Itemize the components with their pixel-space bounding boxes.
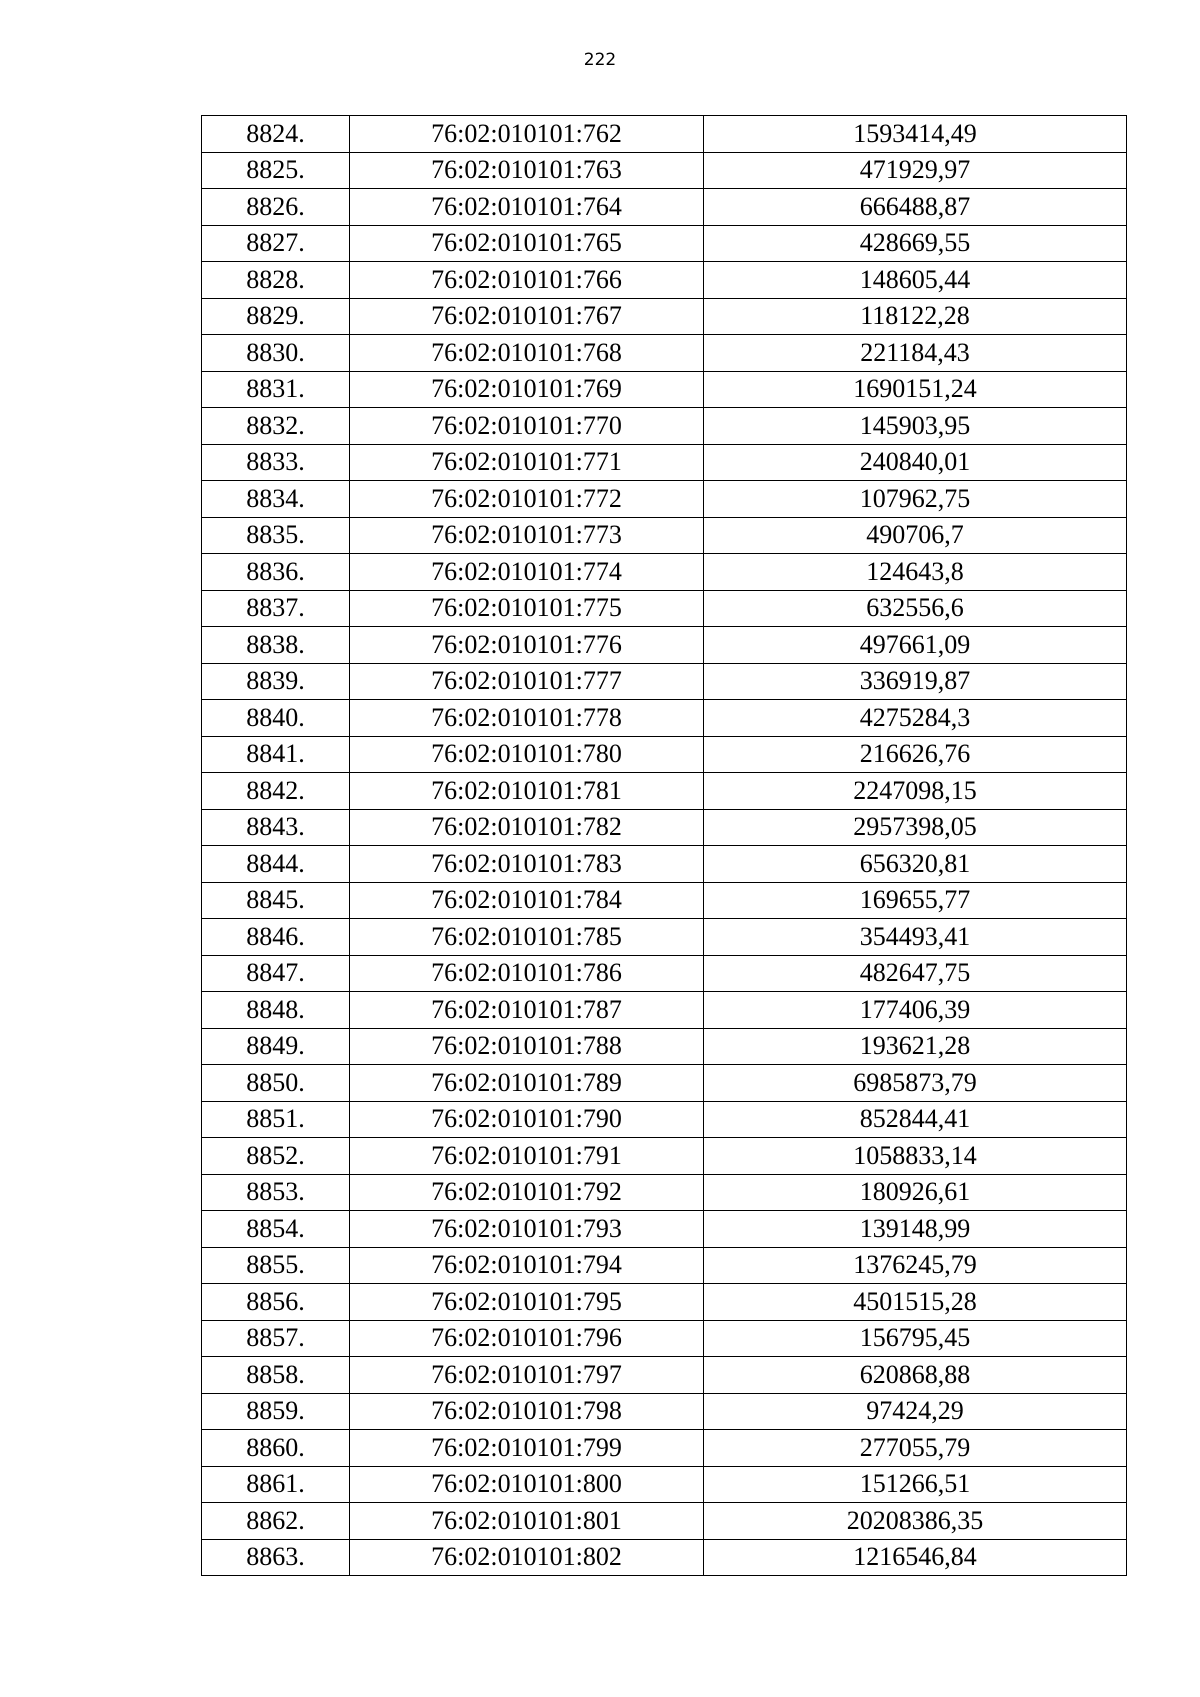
table-row xyxy=(202,1393,1127,1430)
row-number-cell: 8829. xyxy=(202,298,350,335)
row-number-cell: 8862. xyxy=(202,1503,350,1540)
cadastral-number-cell: 76:02:010101:770 xyxy=(350,408,704,445)
table-row xyxy=(202,444,1127,481)
value-cell: 482647,75 xyxy=(704,955,1127,992)
row-number-cell: 8826. xyxy=(202,189,350,226)
row-number-cell: 8855. xyxy=(202,1247,350,1284)
row-number-cell: 8833. xyxy=(202,444,350,481)
table-row xyxy=(202,371,1127,408)
cadastral-number-cell: 76:02:010101:776 xyxy=(350,627,704,664)
value-cell: 2247098,15 xyxy=(704,773,1127,810)
cadastral-number-cell: 76:02:010101:781 xyxy=(350,773,704,810)
row-number-cell: 8845. xyxy=(202,882,350,919)
cadastral-number-cell: 76:02:010101:784 xyxy=(350,882,704,919)
cadastral-number-cell: 76:02:010101:793 xyxy=(350,1211,704,1248)
cadastral-number-cell: 76:02:010101:762 xyxy=(350,116,704,153)
cadastral-number-cell: 76:02:010101:768 xyxy=(350,335,704,372)
cadastral-number-cell: 76:02:010101:800 xyxy=(350,1466,704,1503)
row-number-cell: 8851. xyxy=(202,1101,350,1138)
value-cell: 118122,28 xyxy=(704,298,1127,335)
row-number-cell: 8824. xyxy=(202,116,350,153)
row-number-cell: 8844. xyxy=(202,846,350,883)
table-row xyxy=(202,262,1127,299)
row-number-cell: 8842. xyxy=(202,773,350,810)
value-cell: 354493,41 xyxy=(704,919,1127,956)
row-number-cell: 8846. xyxy=(202,919,350,956)
value-cell: 1216546,84 xyxy=(704,1539,1127,1576)
value-cell: 666488,87 xyxy=(704,189,1127,226)
row-number-cell: 8825. xyxy=(202,152,350,189)
value-cell: 497661,09 xyxy=(704,627,1127,664)
cadastral-number-cell: 76:02:010101:774 xyxy=(350,554,704,591)
table-row xyxy=(202,882,1127,919)
table-row xyxy=(202,736,1127,773)
cadastral-number-cell: 76:02:010101:766 xyxy=(350,262,704,299)
value-cell: 180926,61 xyxy=(704,1174,1127,1211)
table-row xyxy=(202,1284,1127,1321)
value-cell: 656320,81 xyxy=(704,846,1127,883)
row-number-cell: 8834. xyxy=(202,481,350,518)
cadastral-number-cell: 76:02:010101:782 xyxy=(350,809,704,846)
row-number-cell: 8843. xyxy=(202,809,350,846)
value-cell: 216626,76 xyxy=(704,736,1127,773)
table-row xyxy=(202,517,1127,554)
value-cell: 620868,88 xyxy=(704,1357,1127,1394)
row-number-cell: 8852. xyxy=(202,1138,350,1175)
value-cell: 107962,75 xyxy=(704,481,1127,518)
cadastral-number-cell: 76:02:010101:802 xyxy=(350,1539,704,1576)
cadastral-number-cell: 76:02:010101:769 xyxy=(350,371,704,408)
table-row xyxy=(202,189,1127,226)
cadastral-number-cell: 76:02:010101:772 xyxy=(350,481,704,518)
row-number-cell: 8849. xyxy=(202,1028,350,1065)
cadastral-number-cell: 76:02:010101:778 xyxy=(350,700,704,737)
cadastral-number-cell: 76:02:010101:771 xyxy=(350,444,704,481)
value-cell: 6985873,79 xyxy=(704,1065,1127,1102)
table-row xyxy=(202,809,1127,846)
row-number-cell: 8835. xyxy=(202,517,350,554)
value-cell: 471929,97 xyxy=(704,152,1127,189)
row-number-cell: 8848. xyxy=(202,992,350,1029)
value-cell: 1058833,14 xyxy=(704,1138,1127,1175)
cadastral-number-cell: 76:02:010101:775 xyxy=(350,590,704,627)
table-row xyxy=(202,116,1127,153)
table-row xyxy=(202,846,1127,883)
row-number-cell: 8841. xyxy=(202,736,350,773)
table-row xyxy=(202,1101,1127,1138)
row-number-cell: 8837. xyxy=(202,590,350,627)
cadastral-number-cell: 76:02:010101:799 xyxy=(350,1430,704,1467)
row-number-cell: 8861. xyxy=(202,1466,350,1503)
row-number-cell: 8854. xyxy=(202,1211,350,1248)
cadastral-number-cell: 76:02:010101:792 xyxy=(350,1174,704,1211)
row-number-cell: 8831. xyxy=(202,371,350,408)
value-cell: 145903,95 xyxy=(704,408,1127,445)
table-row xyxy=(202,335,1127,372)
table-row xyxy=(202,992,1127,1029)
table-row xyxy=(202,152,1127,189)
row-number-cell: 8832. xyxy=(202,408,350,445)
row-number-cell: 8840. xyxy=(202,700,350,737)
table-row xyxy=(202,1247,1127,1284)
cadastral-number-cell: 76:02:010101:787 xyxy=(350,992,704,1029)
value-cell: 852844,41 xyxy=(704,1101,1127,1138)
cadastral-number-cell: 76:02:010101:786 xyxy=(350,955,704,992)
value-cell: 1690151,24 xyxy=(704,371,1127,408)
table-row xyxy=(202,1065,1127,1102)
table-row xyxy=(202,1503,1127,1540)
row-number-cell: 8859. xyxy=(202,1393,350,1430)
row-number-cell: 8860. xyxy=(202,1430,350,1467)
cadastral-number-cell: 76:02:010101:763 xyxy=(350,152,704,189)
value-cell: 1376245,79 xyxy=(704,1247,1127,1284)
table-row xyxy=(202,225,1127,262)
table-row xyxy=(202,1028,1127,1065)
table-row xyxy=(202,919,1127,956)
cadastral-number-cell: 76:02:010101:798 xyxy=(350,1393,704,1430)
table-row xyxy=(202,1430,1127,1467)
cadastral-number-cell: 76:02:010101:790 xyxy=(350,1101,704,1138)
cadastral-number-cell: 76:02:010101:783 xyxy=(350,846,704,883)
table-row xyxy=(202,1211,1127,1248)
value-cell: 139148,99 xyxy=(704,1211,1127,1248)
value-cell: 156795,45 xyxy=(704,1320,1127,1357)
table-row xyxy=(202,700,1127,737)
value-cell: 1593414,49 xyxy=(704,116,1127,153)
cadastral-number-cell: 76:02:010101:789 xyxy=(350,1065,704,1102)
value-cell: 193621,28 xyxy=(704,1028,1127,1065)
cadastral-number-cell: 76:02:010101:795 xyxy=(350,1284,704,1321)
table-body xyxy=(202,116,1127,1576)
row-number-cell: 8838. xyxy=(202,627,350,664)
row-number-cell: 8827. xyxy=(202,225,350,262)
value-cell: 277055,79 xyxy=(704,1430,1127,1467)
table-row xyxy=(202,408,1127,445)
cadastral-number-cell: 76:02:010101:801 xyxy=(350,1503,704,1540)
table-row xyxy=(202,773,1127,810)
value-cell: 151266,51 xyxy=(704,1466,1127,1503)
value-cell: 124643,8 xyxy=(704,554,1127,591)
row-number-cell: 8828. xyxy=(202,262,350,299)
cadastral-number-cell: 76:02:010101:796 xyxy=(350,1320,704,1357)
cadastral-number-cell: 76:02:010101:797 xyxy=(350,1357,704,1394)
cadastral-number-cell: 76:02:010101:780 xyxy=(350,736,704,773)
cadastral-number-cell: 76:02:010101:777 xyxy=(350,663,704,700)
page-number: 222 xyxy=(583,50,617,70)
table-row xyxy=(202,298,1127,335)
table-row xyxy=(202,955,1127,992)
value-cell: 221184,43 xyxy=(704,335,1127,372)
table-row xyxy=(202,1320,1127,1357)
table-row xyxy=(202,1539,1127,1576)
value-cell: 169655,77 xyxy=(704,882,1127,919)
value-cell: 4501515,28 xyxy=(704,1284,1127,1321)
row-number-cell: 8863. xyxy=(202,1539,350,1576)
cadastral-number-cell: 76:02:010101:764 xyxy=(350,189,704,226)
value-cell: 20208386,35 xyxy=(704,1503,1127,1540)
row-number-cell: 8847. xyxy=(202,955,350,992)
table-row xyxy=(202,1466,1127,1503)
row-number-cell: 8857. xyxy=(202,1320,350,1357)
row-number-cell: 8839. xyxy=(202,663,350,700)
row-number-cell: 8836. xyxy=(202,554,350,591)
value-cell: 240840,01 xyxy=(704,444,1127,481)
table-row xyxy=(202,590,1127,627)
table-row xyxy=(202,481,1127,518)
cadastral-number-cell: 76:02:010101:773 xyxy=(350,517,704,554)
row-number-cell: 8858. xyxy=(202,1357,350,1394)
row-number-cell: 8830. xyxy=(202,335,350,372)
value-cell: 428669,55 xyxy=(704,225,1127,262)
cadastral-number-cell: 76:02:010101:791 xyxy=(350,1138,704,1175)
value-cell: 632556,6 xyxy=(704,590,1127,627)
row-number-cell: 8856. xyxy=(202,1284,350,1321)
value-cell: 490706,7 xyxy=(704,517,1127,554)
table-row xyxy=(202,663,1127,700)
table-row xyxy=(202,1174,1127,1211)
cadastral-table xyxy=(201,115,1127,1576)
row-number-cell: 8853. xyxy=(202,1174,350,1211)
table-row xyxy=(202,627,1127,664)
value-cell: 4275284,3 xyxy=(704,700,1127,737)
value-cell: 2957398,05 xyxy=(704,809,1127,846)
table-row xyxy=(202,1357,1127,1394)
cadastral-number-cell: 76:02:010101:767 xyxy=(350,298,704,335)
cadastral-number-cell: 76:02:010101:794 xyxy=(350,1247,704,1284)
cadastral-number-cell: 76:02:010101:765 xyxy=(350,225,704,262)
cadastral-number-cell: 76:02:010101:788 xyxy=(350,1028,704,1065)
table-row xyxy=(202,554,1127,591)
value-cell: 336919,87 xyxy=(704,663,1127,700)
row-number-cell: 8850. xyxy=(202,1065,350,1102)
value-cell: 177406,39 xyxy=(704,992,1127,1029)
value-cell: 97424,29 xyxy=(704,1393,1127,1430)
cadastral-number-cell: 76:02:010101:785 xyxy=(350,919,704,956)
value-cell: 148605,44 xyxy=(704,262,1127,299)
table-row xyxy=(202,1138,1127,1175)
